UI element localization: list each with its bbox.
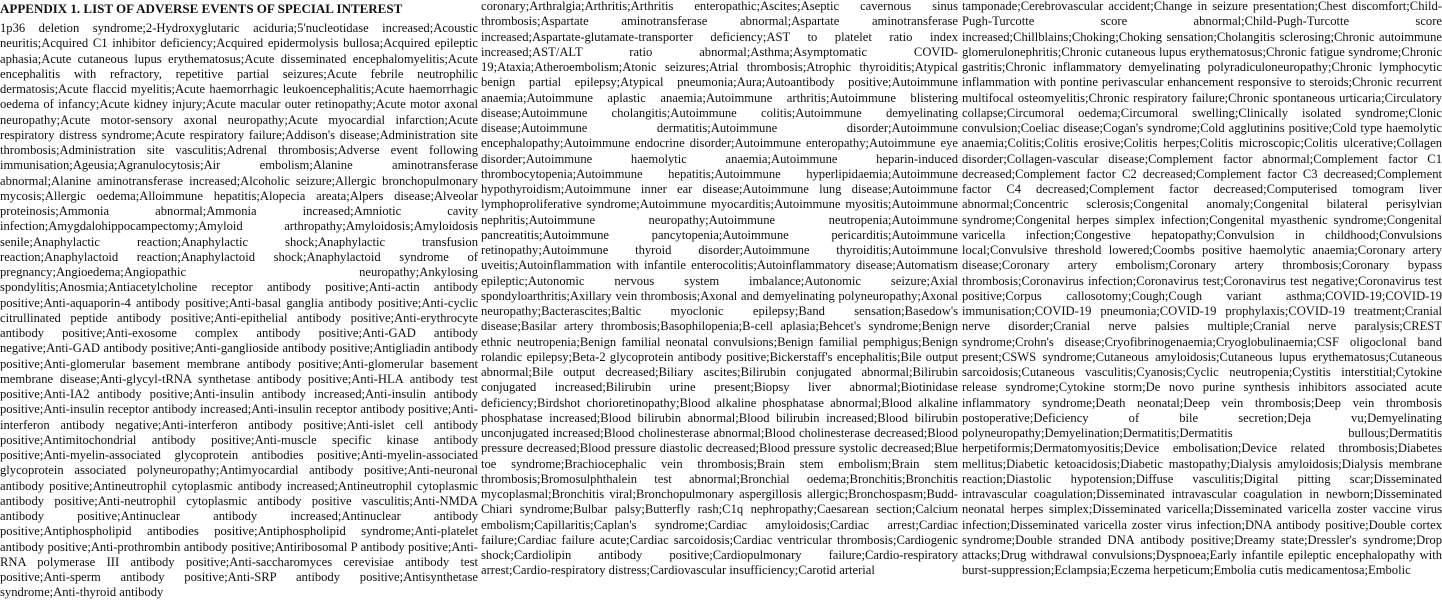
appendix-heading: APPENDIX 1. LIST OF ADVERSE EVENTS OF SPECIAL INTEREST	[0, 1, 403, 16]
text-column-1	[0, 0, 478, 600]
adverse-events-list-part-3: tamponade;Cerebrovascular accident;Change in seizure presentation;Chest discomfort;Child-Pugh-Turcotte score abnormal;Child-Pugh-Turcotte score increased;Chillblains;Choking;Choking sensation;Cholangitis sclerosing;Chronic autoimmune glomerulonephritis;Chronic cutaneous lupus erythematosus;Chronic fatigue syndrome;Chronic gastritis;Chronic inflammatory demyelinating polyradiculoneuropathy;Chronic lymphocytic inflammation with pontine perivascular enhancement responsive to steroids;Chronic recurrent multifocal osteomyelitis;Chronic respiratory failure;Chronic spontaneous urticaria;Circulatory collapse;Circumoral oedema;Circumoral swelling;Clinically isolated syndrome;Clonic convulsion;Coeliac disease;Cogan's syndrome;Cold agglutinins positive;Cold type haemolytic anaemia;Colitis;Colitis erosive;Colitis herpes;Colitis microscopic;Colitis ulcerative;Collagen disorder;Collagen-vascular disease;Complement factor abnormal;Complement factor C1 decreased;Complement factor C2 decreased;Complement factor C3 decreased;Complement factor C4 decreased;Complement factor decreased;Computerised tomogram liver abnormal;Concentric sclerosis;Congenital anomaly;Congenital bilateral perisylvian syndrome;Congenital herpes simplex infection;Congenital myasthenic syndrome;Congenital varicella infection;Congestive hepatopathy;Convulsion in childhood;Convulsions local;Convulsive threshold lowered;Coombs positive haemolytic anaemia;Coronary artery disease;Coronary artery embolism;Coronary artery thrombosis;Coronary bypass thrombosis;Coronavirus infection;Coronavirus test;Coronavirus test negative;Coronavirus test positive;Corpus callosotomy;Cough;Cough variant asthma;COVID-19;COVID-19 immunisation;COVID-19 pneumonia;COVID-19 prophylaxis;COVID-19 treatment;Cranial nerve disorder;Cranial nerve palsies multiple;Cranial nerve paralysis;CREST syndrome;Crohn's disease;Cryofibrinogenaemia;Cryoglobulinaemia;CSF oligoclonal band present;CSWS syndrome;Cutaneous amyloidosis;Cutaneous lupus erythematosus;Cutaneous sarcoidosis;Cutaneous vasculitis;Cyanosis;Cyclic neutropenia;Cystitis interstitial;Cytokine release syndrome;Cytokine storm;De novo purine synthesis inhibitors associated acute inflammatory syndrome;Death neonatal;Deep vein thrombosis;Deep vein thrombosis postoperative;Deficiency of bile secretion;Deja vu;Demyelinating polyneuropathy;Demyelination;Dermatitis;Dermatitis bullous;Dermatitis herpetiformis;Dermatomyositis;Device embolisation;Device related thrombosis;Diabetes mellitus;Diabetic ketoacidosis;Diabetic mastopathy;Dialysis amyloidosis;Dialysis membrane reaction;Diastolic hypotension;Diffuse vasculitis;Digital pitting scar;Disseminated intravascular coagulation;Disseminated intravascular coagulation in newborn;Disseminated neonatal herpes simplex;Disseminated varicella;Disseminated varicella zoster vaccine virus infection;Disseminated varicella zoster virus infection;DNA antibody positive;Double cortex syndrome;Double stranded DNA antibody positive;Dreamy state;Dressler's syndrome;Drop attacks;Drug withdrawal convulsions;Dyspnoea;Early infantile epileptic encephalopathy with burst-suppression;Eclampsia;Eczema herpeticum;Embolia cutis medicamentosa;Embolic	[962, 0, 1442, 578]
text-column-3	[962, 0, 1442, 578]
text-column-2	[481, 0, 958, 578]
adverse-events-list-part-2: coronary;Arthralgia;Arthritis;Arthritis enteropathic;Ascites;Aseptic cavernous sinus thrombosis;Aspartate aminotransferase abnormal;Aspartate aminotransferase increased;Aspartate-glutamate-transporter deficiency;AST to platelet ratio index increased;AST/ALT ratio abnormal;Asthma;Asymptomatic COVID-19;Ataxia;Atheroembolism;Atonic seizures;Atrial thrombosis;Atrophic thyroiditis;Atypical benign partial epilepsy;Atypical pneumonia;Aura;Autoantibody positive;Autoimmune anaemia;Autoimmune aplastic anaemia;Autoimmune arthritis;Autoimmune blistering disease;Autoimmune cholangitis;Autoimmune colitis;Autoimmune demyelinating disease;Autoimmune dermatitis;Autoimmune disorder;Autoimmune encephalopathy;Autoimmune endocrine disorder;Autoimmune enteropathy;Autoimmune eye disorder;Autoimmune haemolytic anaemia;Autoimmune heparin-induced thrombocytopenia;Autoimmune hepatitis;Autoimmune hyperlipidaemia;Autoimmune hypothyroidism;Autoimmune inner ear disease;Autoimmune lung disease;Autoimmune lymphoproliferative syndrome;Autoimmune myocarditis;Autoimmune myositis;Autoimmune nephritis;Autoimmune neuropathy;Autoimmune neutropenia;Autoimmune pancreatitis;Autoimmune pancytopenia;Autoimmune pericarditis;Autoimmune retinopathy;Autoimmune thyroid disorder;Autoimmune thyroiditis;Autoimmune uveitis;Autoinflammation with infantile enterocolitis;Autoinflammatory disease;Automatism epileptic;Autonomic nervous system imbalance;Autonomic seizure;Axial spondyloarthritis;Axillary vein thrombosis;Axonal and demyelinating polyneuropathy;Axonal neuropathy;Bacterascites;Baltic myoclonic epilepsy;Band sensation;Basedow's disease;Basilar artery thrombosis;Basophilopenia;B-cell aplasia;Behcet's syndrome;Benign ethnic neutropenia;Benign familial neonatal convulsions;Benign familial pemphigus;Benign rolandic epilepsy;Beta-2 glycoprotein antibody positive;Bickerstaff's encephalitis;Bile output abnormal;Bile output decreased;Biliary ascites;Bilirubin conjugated abnormal;Bilirubin conjugated increased;Bilirubin urine present;Biopsy liver abnormal;Biotinidase deficiency;Birdshot chorioretinopathy;Blood alkaline phosphatase abnormal;Blood alkaline phosphatase increased;Blood bilirubin abnormal;Blood bilirubin increased;Blood bilirubin unconjugated increased;Blood cholinesterase abnormal;Blood cholinesterase decreased;Blood pressure decreased;Blood pressure diastolic decreased;Blood pressure systolic decreased;Blue toe syndrome;Brachiocephalic vein thrombosis;Brain stem embolism;Brain stem thrombosis;Bromosulphthalein test abnormal;Bronchial oedema;Bronchitis;Bronchitis mycoplasmal;Bronchitis viral;Bronchopulmonary aspergillosis allergic;Bronchospasm;Budd-Chiari syndrome;Bulbar palsy;Butterfly rash;C1q nephropathy;Caesarean section;Calcium embolism;Capillaritis;Caplan's syndrome;Cardiac amyloidosis;Cardiac arrest;Cardiac failure;Cardiac failure acute;Cardiac sarcoidosis;Cardiac ventricular thrombosis;Cardiogenic shock;Cardiolipin antibody positive;Cardiopulmonary failure;Cardio-respiratory arrest;Cardio-respiratory distress;Cardiovascular insufficiency;Carotid arterial	[481, 0, 958, 578]
adverse-events-list-part-1: 1p36 deletion syndrome;2-Hydroxyglutaric aciduria;5'nucleotidase increased;Acoustic neuritis;Acquired C1 inhibitor deficiency;Acquired epidermolysis bullosa;Acquired epileptic aphasia;Acute cutaneous lupus erythematosus;Acute disseminated encephalomyelitis;Acute encephalitis with refractory, repetitive partial seizures;Acute febrile neutrophilic dermatosis;Acute flaccid myelitis;Acute haemorrhagic leukoencephalitis;Acute haemorrhagic oedema of infancy;Acute kidney injury;Acute macular outer retinopathy;Acute motor axonal neuropathy;Acute motor-sensory axonal neuropathy;Acute myocardial infarction;Acute respiratory distress syndrome;Acute respiratory failure;Addison's disease;Administration site thrombosis;Administration site vasculitis;Adrenal thrombosis;Adverse event following immunisation;Ageusia;Agranulocytosis;Air embolism;Alanine aminotransferase abnormal;Alanine aminotransferase increased;Alcoholic seizure;Allergic bronchopulmonary mycosis;Allergic oedema;Alloimmune hepatitis;Alopecia areata;Alpers disease;Alveolar proteinosis;Ammonia abnormal;Ammonia increased;Amniotic cavity infection;Amygdalohippocampectomy;Amyloid arthropathy;Amyloidosis;Amyloidosis senile;Anaphylactic reaction;Anaphylactic shock;Anaphylactic transfusion reaction;Anaphylactoid reaction;Anaphylactoid shock;Anaphylactoid syndrome of pregnancy;Angioedema;Angiopathic neuropathy;Ankylosing spondylitis;Anosmia;Antiacetylcholine receptor antibody positive;Anti-actin antibody positive;Anti-aquaporin-4 antibody positive;Anti-basal ganglia antibody positive;Anti-cyclic citrullinated peptide antibody positive;Anti-epithelial antibody positive;Anti-erythrocyte antibody positive;Anti-exosome complex antibody positive;Anti-GAD antibody negative;Anti-GAD antibody positive;Anti-ganglioside antibody positive;Antigliadin antibody positive;Anti-glomerular basement membrane antibody positive;Anti-glomerular basement membrane disease;Anti-glycyl-tRNA synthetase antibody positive;Anti-HLA antibody test positive;Anti-IA2 antibody positive;Anti-insulin antibody increased;Anti-insulin antibody positive;Anti-insulin receptor antibody increased;Anti-insulin receptor antibody positive;Anti-interferon antibody negative;Anti-interferon antibody positive;Anti-islet cell antibody positive;Antimitochondrial antibody positive;Anti-muscle specific kinase antibody positive;Anti-myelin-associated glycoprotein antibodies positive;Anti-myelin-associated glycoprotein associated polyneuropathy;Antimyocardial antibody positive;Anti-neuronal antibody positive;Antineutrophil cytoplasmic antibody increased;Antineutrophil cytoplasmic antibody positive;Anti-neutrophil cytoplasmic antibody positive vasculitis;Anti-NMDA antibody positive;Antinuclear antibody increased;Antinuclear antibody positive;Antiphospholipid antibodies positive;Antiphospholipid syndrome;Anti-platelet antibody positive;Anti-prothrombin antibody positive;Antiribosomal P antibody positive;Anti-RNA polymerase III antibody positive;Anti-saccharomyces cerevisiae antibody test positive;Anti-sperm antibody positive;Anti-SRP antibody positive;Antisynthetase syndrome;Anti-thyroid antibody	[0, 21, 478, 600]
